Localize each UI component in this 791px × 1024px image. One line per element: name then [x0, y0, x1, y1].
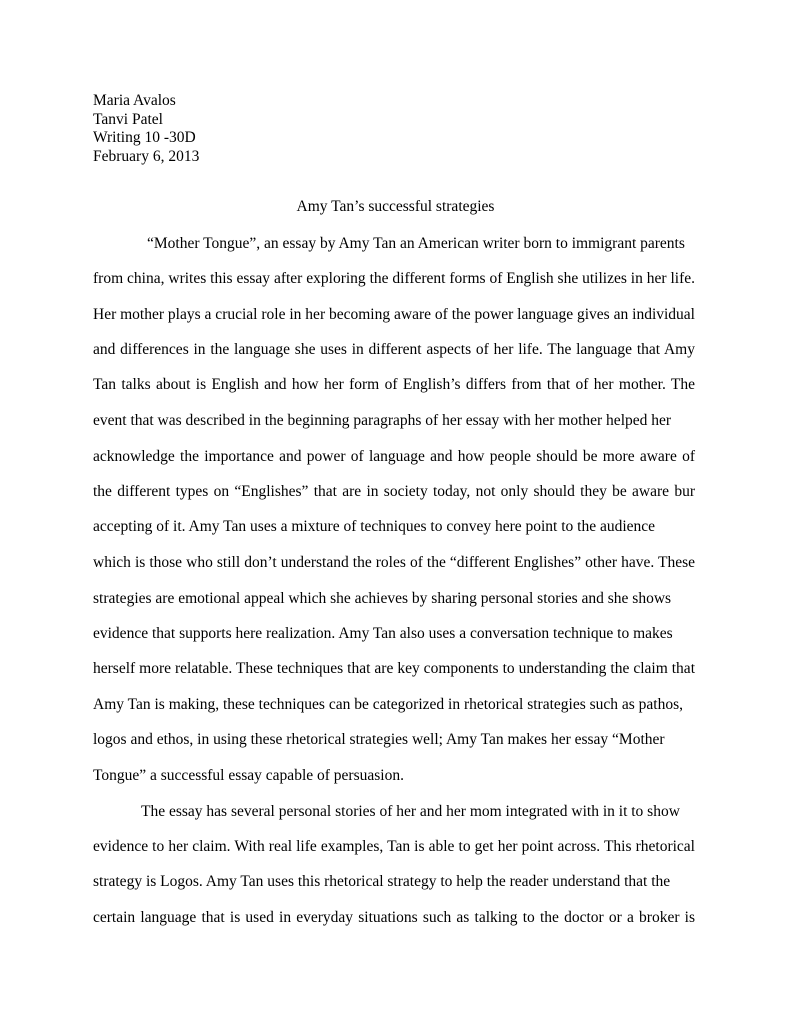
course-name: Writing 10 -30D — [93, 129, 196, 147]
essay-title: Amy Tan’s successful strategies — [296, 198, 495, 215]
header-block — [93, 92, 199, 166]
instructor-name: Tanvi Patel — [93, 110, 163, 128]
paragraph-line: logos and ethos, in using these rhetorical strategies well; Amy Tan makes her essay “Mother — [93, 731, 665, 748]
paragraph-line: evidence that supports here realization. Amy Tan also uses a conversation technique to makes — [93, 625, 673, 642]
paragraph-line: strategy is Logos. Amy Tan uses this rhetorical strategy to help the reader understand that the — [93, 873, 671, 890]
paragraph-line: herself more relatable. These techniques that are key components to understanding the claim that — [93, 660, 695, 677]
paragraph-line: accepting of it. Amy Tan uses a mixture of techniques to convey here point to the audience — [93, 518, 656, 535]
paragraph-line: acknowledge the importance and power of language and how people should be more aware of — [93, 448, 695, 465]
paragraph-line: The essay has several personal stories of her and her mom integrated with in it to show — [141, 803, 680, 820]
document-date: February 6, 2013 — [93, 147, 200, 165]
paragraph-line: and differences in the language she uses in different aspects of her life. The language that Amy — [93, 341, 695, 358]
paragraph-line: which is those who still don’t understand the roles of the “different Englishes” other have. These — [93, 554, 695, 571]
paragraph-line: Tan talks about is English and how her form of English’s differs from that of her mother. The — [93, 376, 695, 393]
paragraph-line: the different types on “Englishes” that are in society today, not only should they be aware bur — [93, 483, 695, 500]
paragraph-line: “Mother Tongue”, an essay by Amy Tan an American writer born to immigrant parents — [147, 235, 685, 252]
paragraph-line: certain language that is used in everyday situations such as talking to the doctor or a broker is — [93, 909, 695, 926]
paragraph-line: Her mother plays a crucial role in her becoming aware of the power language gives an individual — [93, 306, 695, 323]
paragraph-line: strategies are emotional appeal which she achieves by sharing personal stories and she shows — [93, 590, 672, 607]
paragraph-line: event that was described in the beginning paragraphs of her essay with her mother helped her — [93, 412, 672, 429]
paragraph-line: Amy Tan is making, these techniques can be categorized in rhetorical strategies such as pathos, — [93, 696, 684, 713]
paragraph-line: Tongue” a successful essay capable of persuasion. — [93, 767, 404, 784]
author-name: Maria Avalos — [93, 92, 176, 109]
paragraph-line: from china, writes this essay after exploring the different forms of English she utilizes in her life. — [93, 270, 695, 287]
paragraph-line: evidence to her claim. With real life examples, Tan is able to get her point across. This rhetorical — [93, 838, 695, 855]
